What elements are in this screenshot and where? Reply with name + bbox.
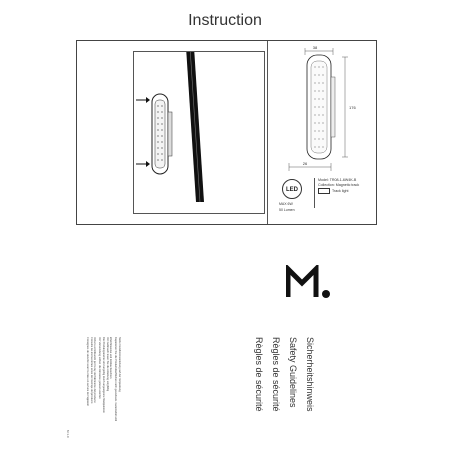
arrow-right-icon (136, 97, 150, 103)
track-mount-illustration (134, 52, 265, 214)
type-line: Track light (318, 188, 380, 194)
dimension-height: 176 (349, 105, 356, 110)
track-light-icon (318, 188, 330, 194)
page-title: Instruction (188, 12, 262, 29)
arrow-right-icon (136, 161, 150, 167)
instruction-panel (76, 40, 377, 225)
fine-print-line: Siehe Installationsanleitung auf der Verpackung (118, 337, 121, 392)
fine-print-line: Vor Verwendung sollten die Hinweise gelesen werden (98, 337, 101, 399)
model-info (314, 178, 380, 208)
installation-drawing (133, 51, 265, 214)
dimension-width: 38 (312, 45, 318, 50)
guideline-fr-2: Règles de sécurité (254, 337, 264, 412)
model-line: Model: TR08-1-6W4K-B (318, 178, 357, 182)
brand-logo-icon (286, 265, 332, 304)
guideline-de: Sicherheitshinweis (305, 337, 315, 412)
page-code: M 1.0 (66, 430, 70, 438)
guideline-fr: Règles de sécurité (271, 337, 281, 412)
lamp-dimension-illustration (269, 43, 376, 173)
lumen-rating: 50 Lumen (279, 208, 295, 212)
dimension-depth: 26 (302, 161, 308, 166)
led-icon: LED (282, 179, 302, 199)
fine-print-line: Die Produktgarantie wird ungültig durch ungeeignete Manipulation (102, 337, 105, 413)
fine-print-line: Volta la contribución por la ley del fabricante del producto (93, 337, 96, 403)
dimension-drawing (269, 43, 376, 178)
fine-print-line: Warnhinweise und Einbau beachten (109, 337, 112, 379)
fine-print-line: Consulte las instrucciones antes del montaje del producto (90, 337, 93, 404)
panel-divider (267, 41, 268, 224)
fine-print-line: Consignes de sécurité avant la mise en service de l'appareil (86, 337, 89, 406)
fine-print-line: Vor Gebrauch lesen Sie die Anleitung sorgfältig (106, 337, 109, 392)
fine-print-line: Reparieren Sie die Produktoberflächen nicht gewaltsam. Garantiefall wird (114, 337, 117, 422)
power-rating: MAX 6W (279, 202, 293, 206)
collection-line: Collection: Magnetic track (318, 183, 360, 187)
guideline-en: Safety Guidelines (288, 337, 298, 408)
